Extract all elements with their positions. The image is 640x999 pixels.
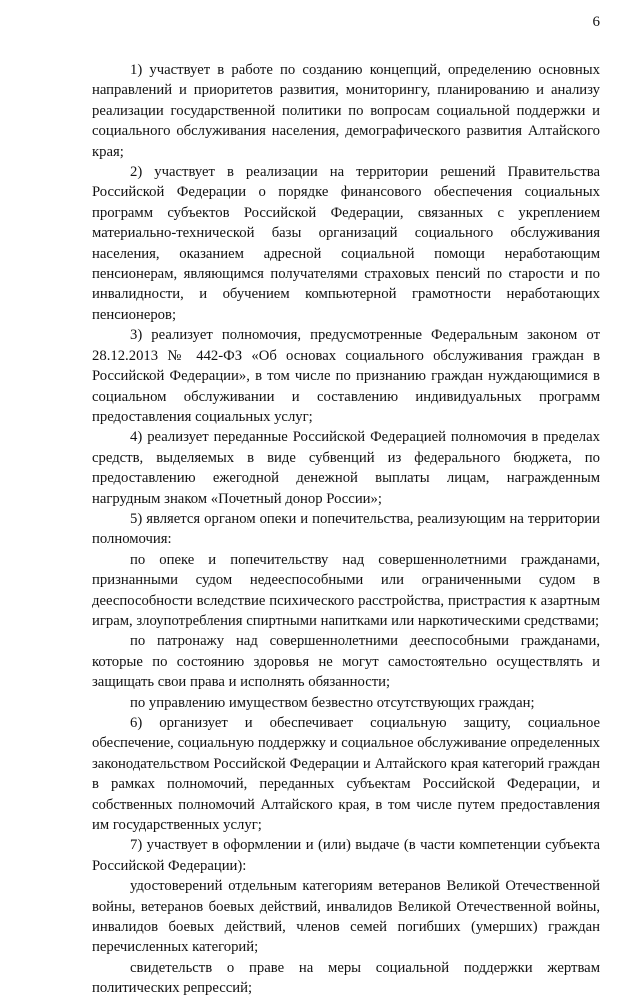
- paragraph-item-7: 7) участвует в оформлении и (или) выдаче (в части компетенции субъекта Российской Федерации):: [92, 837, 600, 874]
- paragraph-guardianship-incapacitated: по опеке и попечительству над совершеннолетними гражданами, признанными судом недееспособными или ограниченными судом в дееспособности вследствие психического расстройства, пристрастия к азартным играм, злоупотребления спиртными напитками или наркотическими средствами;: [92, 551, 600, 629]
- paragraph-item-3: 3) реализует полномочия, предусмотренные Федеральным законом от 28.12.2013 № 442-ФЗ «Об основах социального обслуживания граждан в Российской Федерации», в том числе по признанию граждан нуждающимися в социальном обслуживании и составлению индивидуальных программ предоставления социальных услуг;: [92, 327, 600, 425]
- paragraph-item-4: 4) реализует переданные Российской Федерацией полномочия в пределах средств, выделяемых в виде субвенций из федерального бюджета, по предоставлению ежегодной денежной выплаты лицам, награжденным нагрудным знаком «Почетный донор России»;: [92, 429, 600, 507]
- paragraph-item-1: 1) участвует в работе по созданию концепций, определению основных направлений и приоритетов развития, мониторингу, планированию и анализу реализации государственной политики по вопросам социальной поддержки и социального обслуживания населения, демографического развития Алтайского края;: [92, 62, 600, 160]
- paragraph-repression-certificates: свидетельств о праве на меры социальной поддержки жертвам политических репрессий;: [92, 959, 600, 997]
- paragraph-property-management: по управлению имуществом безвестно отсутствующих граждан;: [130, 694, 535, 711]
- paragraph-veteran-certificates: удостоверений отдельным категориям ветеранов Великой Отечественной войны, ветеранов боевых действий, инвалидов Великой Отечественной войны, инвалидов боевых действий, членов семей погибших (умерших) граждан перечисленных категорий;: [92, 878, 600, 956]
- paragraph-item-5: 5) является органом опеки и попечительства, реализующим на территории полномочия:: [92, 510, 600, 548]
- paragraph-item-2: 2) участвует в реализации на территории решений Правительства Российской Федерации о порядке финансового обеспечения социальных программ субъектов Российской Федерации, связанных с укреплением материально-технической базы организаций социального обслуживания населения, оказанием адресной социальной помощи неработающим пенсионерам, являющимся получателями страховых пенсий по старости и по инвалидности, и обучением компьютерной грамотности неработающих пенсионеров;: [92, 164, 600, 323]
- page-number: 6: [592, 14, 600, 30]
- document-body: [92, 60, 600, 999]
- paragraph-item-6: 6) организует и обеспечивает социальную защиту, социальное обеспечение, социальную поддержку и социальное обслуживание определенных законодательством Российской Федерации и Алтайского края категорий граждан в рамках полномочий, переданных субъектам Российской Федерации, и собственных полномочий Алтайского края, в том числе путем предоставления им государственных услуг;: [92, 715, 600, 834]
- paragraph-patronage: по патронажу над совершеннолетними дееспособными гражданами, которые по состоянию здоровья не могут самостоятельно осуществлять и защищать свои права и исполнять обязанности;: [92, 633, 600, 691]
